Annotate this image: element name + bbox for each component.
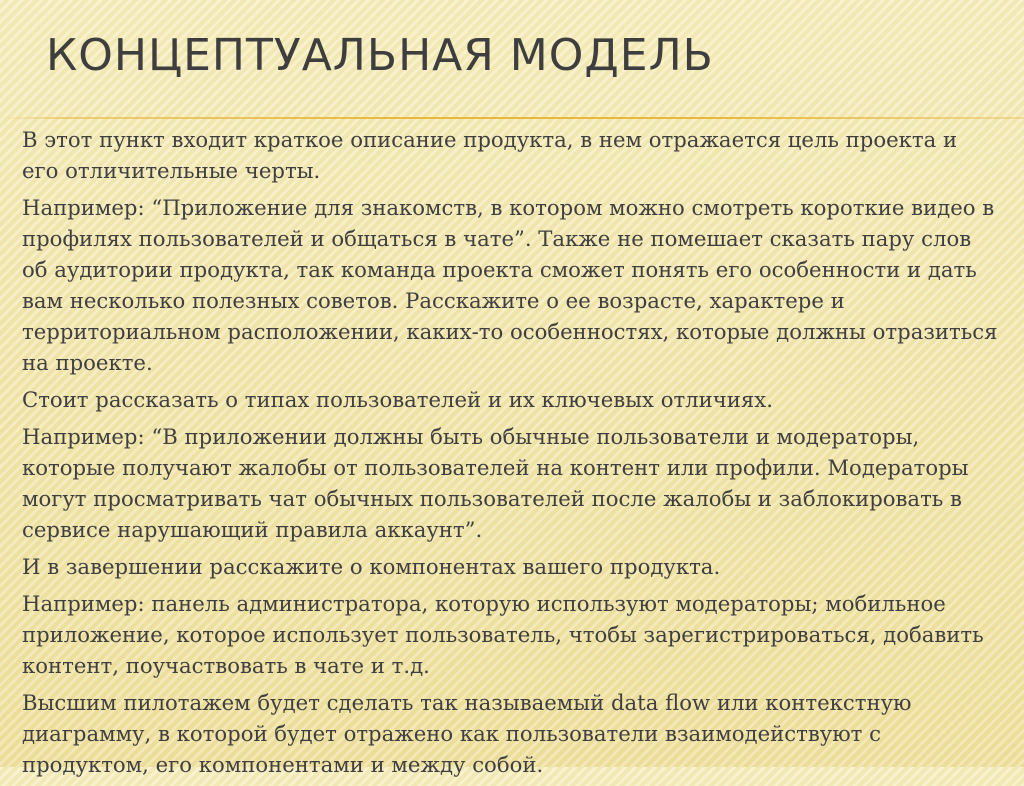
paragraph-example-dating-app: Например: “Приложение для знакомств, в котором можно смотреть короткие видео в профилях пользователей и общаться в чате”. Также не помешает сказать пару слов об аудитории продукта, так команда проекта сможет понять его особенности и дать вам несколько полезных советов. Расскажите о ее возрасте, характере и территориальном расположении, каких-то особенностях, которые должны отразиться на проекте. — [22, 195, 998, 375]
paragraph-example-moderators: Например: “В приложении должны быть обычные пользователи и модераторы, которые получают жалобы от пользователей на контент или профили. Модераторы могут просматривать чат обычных пользователей после жалобы и заблокировать в сервисе нарушающий правила аккаунт”. — [22, 424, 969, 542]
slide-title: КОНЦЕПТУАЛЬНАЯ МОДЕЛЬ — [46, 30, 714, 81]
slide-body — [22, 124, 1000, 786]
paragraph-user-types: Стоит рассказать о типах пользователей и их ключевых отличиях. — [22, 387, 773, 412]
paragraph-product-description: В этот пункт входит краткое описание продукта, в нем отражается цель проекта и его отличительные черты. — [22, 127, 958, 183]
paragraph-example-admin-panel: Например: панель администратора, которую используют модераторы; мобильное приложение, которое использует пользователь, чтобы зарегистрироваться, добавить контент, поучаствовать в чате и т.д. — [22, 591, 984, 678]
paragraph-components: И в завершении расскажите о компонентах вашего продукта. — [22, 554, 721, 579]
paragraph-data-flow: Высшим пилотажем будет сделать так называемый data flow или контекстную диаграмму, в которой будет отражено как пользователи взаимодействуют с продуктом, его компонентами и между собой. — [22, 690, 912, 777]
title-divider — [0, 117, 1024, 119]
